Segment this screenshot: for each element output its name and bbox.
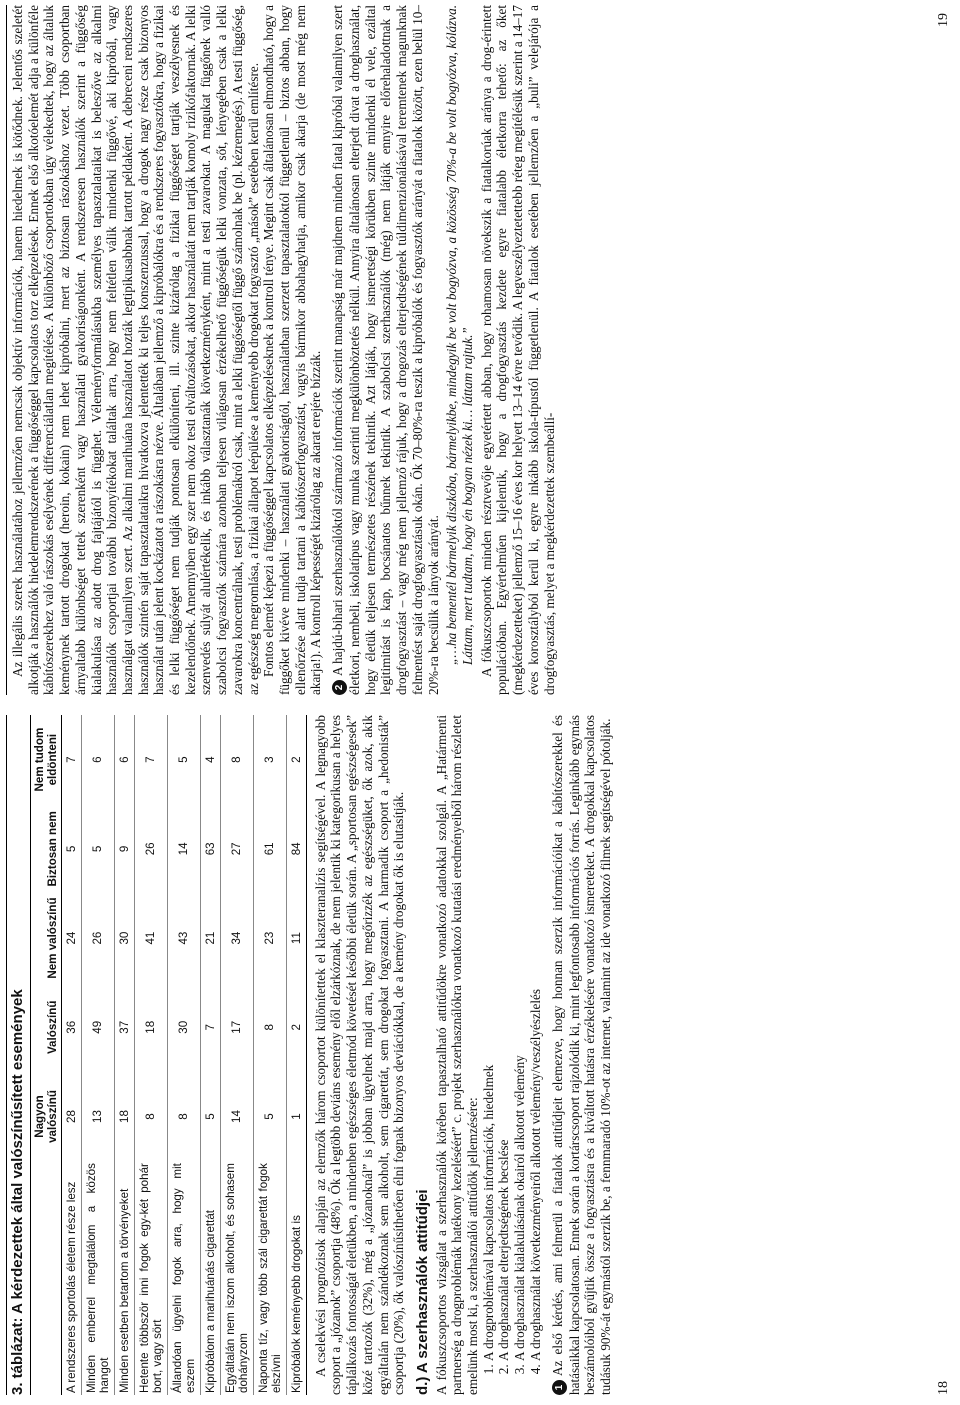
table-header-cell: Valószínű — [30, 983, 61, 1072]
table-cell: 37 — [114, 983, 134, 1072]
table-row — [200, 715, 220, 1395]
table-cell: 41 — [134, 893, 167, 982]
table-cell: 14 — [220, 1072, 253, 1161]
left-paragraph-2: A fókuszcsoportos vizsgálat a szerhasználók körében tapasztalható attitűdökre vonatkozó adatokkal szolgál. A „Határmenti partnerség a drogproblémák hatékony kezeléséért” c. projekt szerhasználókra vonatkozó kutatási eredményeiből három részletet emelünk most ki, a szerhasználói attitűdök jellemzésére: — [433, 715, 481, 1395]
right-paragraph-4: A fókuszcsoportok minden résztvevője egyetértett abban, hogy rohamosan növekszik a fiatalkorúak aránya a drog-érintett populációban. Egyértelműen kijelentik, hogy a drogfogyasztás kezdete egyre fiatalabb életkorra tehető: az őket (megkérdezetteket) jellemző 15–16 éves kor helyett 13–14 évre tevődik. A legveszélyeztetettebb réteg megítélésük szerint a 14–17 éves korosztályból kerül ki, egyre inkább iskola-típustól függetlenül. A fiatalok esetében jellemzően a „buli” velejárója a drogfogyasztás, melyet a megkérdezettek szembeállí- — [478, 5, 557, 695]
right-paragraph-1: Az illegális szerek használatához jellemzően nemcsak objektív információk, hanem hiedelmek is kötődnek. Jelentős szeletét alkotják a használók hiedelemrendszerének a függőséggel kapcsolatos torz elképzelések. Ennek első alkotóelemét adja a különféle kábítószerekhez való rászokás esélyének differenciálatlan megítélése. A különböző csoportokban úgy vélekedtek, hogy az általuk keménynek tartott drogokat (heroin, kokain) nem lehet kipróbálni, mert az biztosan rászokáshoz vezet. Több csoportban árnyaltabb különbséget tettek szerenként vagy használati gyakoriságonként. A rendszeresen használók szerint a függőség kialakulása az adott drog fajtájától is függhet. Véleményformálásukba személyes tapasztalataikat is beleszőve az alkalmi használók csoportjai további bizonyítékokat találtak arra, hogy nem feltétlen válik mindenki függővé, aki kipróbál, vagy használgat valamilyen szert. Az alkalmi marihuána használatot hozták legtipikusabbnak tartott példaként. A debreceni rendszeres használók szintén saját tapasztalataikra hivatkozva jelentették ki teljes konszenzussal, hogy a drogok nagy része csak bizonyos használat után jelent kockázatot a rászokásra nézve. Általában jellemző a kipróbálókra és a rendszeres fogyasztókra, hogy a fizikai és lelki függőséget nem tudják pontosan elkülöníteni, ill. szinte kizárólag a fizikai függőséget tartják veszélyesnek és kezelendőnek. Amennyiben egy szer nem okoz testi elváltozásokat, akkor használatát nem tartják komoly rizikófaktornak. A lelki szenvedés súlyát alulértékelik, és inkább választanák következményként, mint a testi zavarokat. A magukat függőnek valló szabolcsi fogyasztók számára azonban teljesen világosan érzékelhető függőségük lelki vonzata, sőt, lényegében csak a lelki zavarokra koncentrálnak, testi problémákról csak, mint a lelki függőségtől függő számolnak be (pl. kézremegés). A testi függőség, az egészség megromlása, a fizikai állapot leépülése a keményebb drogokat fogyasztó „mások” esetében kerül említésre. — [10, 5, 261, 695]
table-cell: 5 — [61, 804, 81, 893]
table-cell: 7 — [61, 715, 81, 804]
table-cell: 9 — [114, 804, 134, 893]
table-header-cell: Nagyon valószínű — [30, 1072, 61, 1161]
table-cell: 2 — [286, 983, 306, 1072]
table-cell: 8 — [167, 1072, 200, 1161]
table-cell: 14 — [167, 804, 200, 893]
table-header-cell: Nem tudom eldönteni — [30, 715, 61, 804]
table-header-cell: Biztosan nem — [30, 804, 61, 893]
row-label: Kipróbálok keményebb drogokat is — [286, 1161, 306, 1395]
list-item: 2. A droghasználat elterjedtségének becslése — [496, 715, 512, 1361]
table-row — [220, 715, 253, 1395]
table-cell: 61 — [253, 804, 286, 893]
table-cell: 6 — [114, 715, 134, 804]
table-cell: 17 — [220, 983, 253, 1072]
list-item: 4. A droghasználat következményeiről alkotott vélemény/veszélyészlelés — [528, 715, 544, 1361]
row-label: Naponta tíz, vagy több szál cigarettát fogok elszívni — [253, 1161, 286, 1395]
table-row — [134, 715, 167, 1395]
row-label: A rendszeres sportolás életem része lesz — [61, 1161, 81, 1395]
table-cell: 8 — [253, 983, 286, 1072]
table-cell: 21 — [200, 893, 220, 982]
table-row — [253, 715, 286, 1395]
table-cell: 7 — [134, 715, 167, 804]
top-rule-right — [6, 5, 7, 695]
table-cell: 4 — [200, 715, 220, 804]
table-cell: 26 — [81, 893, 114, 982]
table-row — [81, 715, 114, 1395]
table-cell: 63 — [200, 804, 220, 893]
right-paragraph-2: Fontos elemét képezi a függőséggel kapcsolatos elképzeléseknek a kontroll ténye. Megint csak általánosan elmondható, hogy a függőket kivéve mindenki – használati gyakoriságtól, használatban szerzett tapasztalatoktól függetlenül – biztos abban, hogy ellenőrzése alatt tudja tartani a kábítószerfogyasztást, vagyis bármikor abbahagyhatja, amikor csak akarja (de most még nem akarja!). A kontroll képességét kizárólag az akarat erejére bízzák. — [261, 5, 324, 695]
table-row — [286, 715, 306, 1395]
table-cell: 1 — [286, 1072, 306, 1161]
table-row — [61, 715, 81, 1395]
table-cell: 34 — [220, 893, 253, 982]
table-cell: 6 — [81, 715, 114, 804]
table-cell: 43 — [167, 893, 200, 982]
table-title: 3. táblázat: A kérdezettek által valószínűsített események — [9, 989, 26, 1395]
table-cell: 27 — [220, 804, 253, 893]
row-label: Állandóan ügyelni fogok arra, hogy mit eszem — [167, 1161, 200, 1395]
row-label: Hetente többször inni fogok egy-két pohár bort, vagy sört — [134, 1161, 167, 1395]
table-cell: 84 — [286, 804, 306, 893]
table-cell: 36 — [61, 983, 81, 1072]
table-cell: 13 — [81, 1072, 114, 1161]
top-rule-left — [6, 715, 7, 1395]
numbered-bullet-icon: 1 — [552, 1380, 567, 1395]
table-cell: 23 — [253, 893, 286, 982]
list-item: 1. A drogproblémával kapcsolatos információk, hiedelmek — [481, 715, 497, 1361]
table-cell: 5 — [200, 1072, 220, 1161]
table-cell: 18 — [134, 983, 167, 1072]
table-cell: 24 — [61, 893, 81, 982]
row-label: Kipróbálom a marihuánás cigarettát — [200, 1161, 220, 1395]
attitude-list — [481, 715, 544, 1395]
table-cell: 5 — [253, 1072, 286, 1161]
table-cell: 3 — [253, 715, 286, 804]
section-heading-d: d.) A szerhasználók attitűdjei — [413, 1189, 431, 1395]
list-item: 3. A droghasználat kialakulásának okairól alkotott vélemény — [512, 715, 528, 1361]
left-paragraph-1: A cselekvési prognózisok alapján az elemzők három csoportot különítettek el klaszteranalízis segítségével. A legnagyobb csoport a „józanok” csoportja (48%). Ők a legtöbb deviáns esemény elől elzárkóznak, de nem jelentik ki kategorikusan a helyes táplálkozás fontosságát életükben, a mindenben egészséges életmód követését későbbi életük során. A „sportosan egészségesek” közé tartozók (32%), még a „józanoknál” is jobban ügyelnek majd arra, hogy megőrizzék az egészségüket, ők azok, akik egyáltalán nem szándékoznak sem alkoholt, sem cigarettát, sem drogokat fogyasztani. A harmadik csoport a „hedonisták” csoportja (20%), ők valószínűsíthetően élni fognak bizonyos deviációkkal, de a kemény drogokat ők is elutasítják. — [312, 715, 407, 1395]
table-cell: 5 — [81, 804, 114, 893]
table-cell: 8 — [220, 715, 253, 804]
page-number-left: 18 — [936, 1381, 951, 1395]
table-cell: 5 — [167, 715, 200, 804]
table-cell: 11 — [286, 893, 306, 982]
table-header-cell — [30, 1161, 61, 1395]
row-label: Minden emberrel megtalálom a közös hangot — [81, 1161, 114, 1395]
interview-quote: „…ha bementél bármelyik diszkóba, bármelyikbe, mindegyik be volt bogyózva, a közösség 70%-a be volt bogyózva, kólázva. Láttam, mert tudtam, hogy én bogyan nézek ki… láttam rajtuk.” — [444, 5, 475, 665]
table-cell: 2 — [286, 715, 306, 804]
table-cell: 7 — [200, 983, 220, 1072]
table-header-cell: Nem valószínű — [30, 893, 61, 982]
row-label: Minden esetben betartom a törvényeket — [114, 1161, 134, 1395]
right-paragraph-3: 2A hajdú-bihari szerhasználóktól származó információk szerint manapság már majdnem minden fiatal kipróbál valamilyen szert életkori, nembeli, iskolatípus vagy munka szerinti megkülönböztetés nélkül. Annyira általánosan elterjedt divat a droghasználat, hogy életük teljesen természetes részének tekintik. Azt látják, hogy ismeretségi körükben szinte mindenki él vele, ezáltal legitimitást is kap, bocsánatos bűnnek tekintik. A szabolcsi szerhasználók (még) nem látják ennyire előrehaladottnak a drogfogyasztást – vagy még nem jellemző rájuk, hogy a drogozás elterjedtségének túldimenzionálásával teremtenek magunknak felmentést saját drogfogyasztásuk okán. Ők 70–80%-ra teszik a kipróbálók és fogyasztók arányát a fiatalok között, ezen belül 10–20%-ra becsülik a lányok arányát. — [330, 5, 441, 695]
table-cell: 30 — [167, 983, 200, 1072]
attitudes-table — [30, 715, 307, 1395]
table-cell: 18 — [114, 1072, 134, 1161]
left-page — [10, 715, 614, 1395]
left-paragraph-3: 1Az első kérdés, ami felmerül a fiatalok attitűdjeit elemezve, hogy honnan szerzik információikat a kábítószerekkel és hatásaikkal kapcsolatosan. Ennek során a kortárscsoport rajzolódik ki, mint legfontosabb információs forrás. Leginkább egymás beszámolóiból gyűjtik össze a fogyasztásra és a kiváltott hatásra érzékelésére vonatkozó ismereteket. A drogokkal kapcsolatos tudásuk 90%-át egymástól szerzik be, a fennmaradó 10%-ot az internet, valamint az ide vonatkozó filmek segítségével pótolják. — [549, 715, 613, 1395]
table-row — [167, 715, 200, 1395]
table-cell: 30 — [114, 893, 134, 982]
table-header-row — [30, 715, 61, 1395]
table-cell: 8 — [134, 1072, 167, 1161]
table-cell: 26 — [134, 804, 167, 893]
numbered-bullet-icon: 2 — [332, 680, 347, 695]
page-number-right: 19 — [936, 13, 951, 27]
table-row — [114, 715, 134, 1395]
table-cell: 49 — [81, 983, 114, 1072]
row-label: Egyáltalán nem iszom alkoholt, és sohasem dohányzom — [220, 1161, 253, 1395]
table-cell: 28 — [61, 1072, 81, 1161]
right-page — [10, 5, 557, 695]
